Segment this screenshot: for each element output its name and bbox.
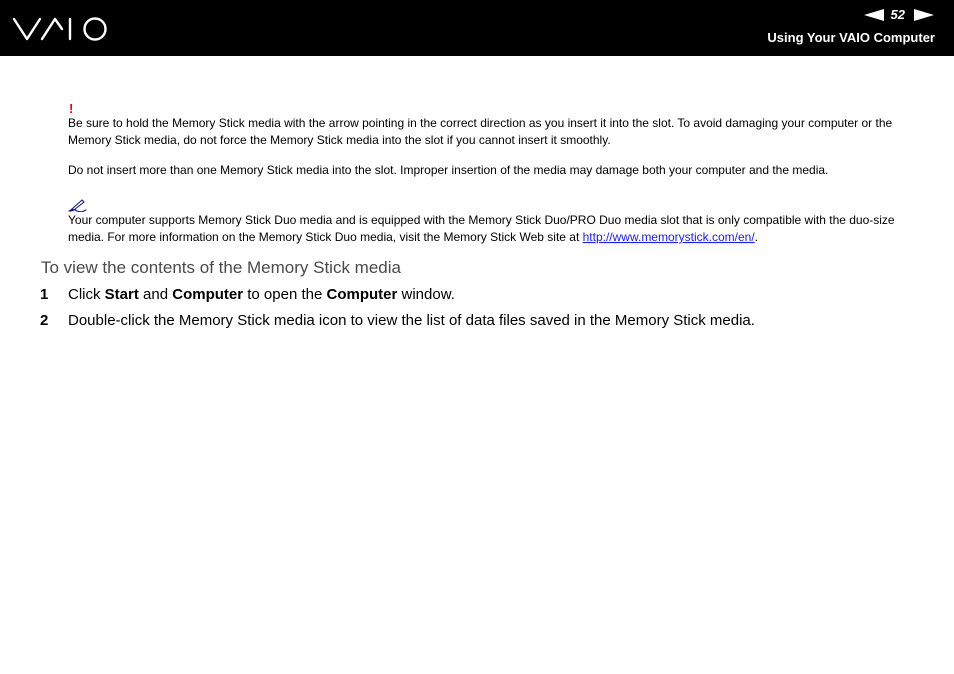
step-text: Double-click the Memory Stick media icon to view the list of data files saved in the Memory Stick media. [68,312,755,329]
page-navigation [864,7,934,23]
next-page-icon[interactable] [914,9,934,21]
procedure-heading: To view the contents of the Memory Stick media [41,258,401,277]
info-paragraph: Your computer supports Memory Stick Duo media and is equipped with the Memory Stick Duo/PRO Duo media slot that is only compatible with the duo-size media. For more information on the Memory Stick Duo media, visit the Memory Stick Web site at http://www.memorystick.com/en/. [68,213,895,244]
step-text: Click Start and Computer to open the Computer window. [68,286,455,303]
note-pencil-icon [68,198,88,212]
memorystick-website-link[interactable]: http://www.memorystick.com/en/ [582,230,755,244]
vaio-logo [12,16,120,42]
previous-page-icon[interactable] [864,9,884,21]
step-number: 1 [40,286,49,303]
step-number: 2 [40,312,49,329]
caution-paragraph-1: Be sure to hold the Memory Stick media with the arrow pointing in the correct direction as you insert it into the slot. To avoid damaging your computer or the Memory Stick media, do not force the Memory Stick media into the slot if you cannot insert it smoothly. [68,116,893,147]
caution-paragraph-2: Do not insert more than one Memory Stick media into the slot. Improper insertion of the media may damage both your computer and the media. [68,163,829,177]
caution-icon: ! [69,101,74,116]
page-header [0,0,954,56]
section-title: Using Your VAIO Computer [767,30,935,45]
page-number: 52 [890,7,905,22]
